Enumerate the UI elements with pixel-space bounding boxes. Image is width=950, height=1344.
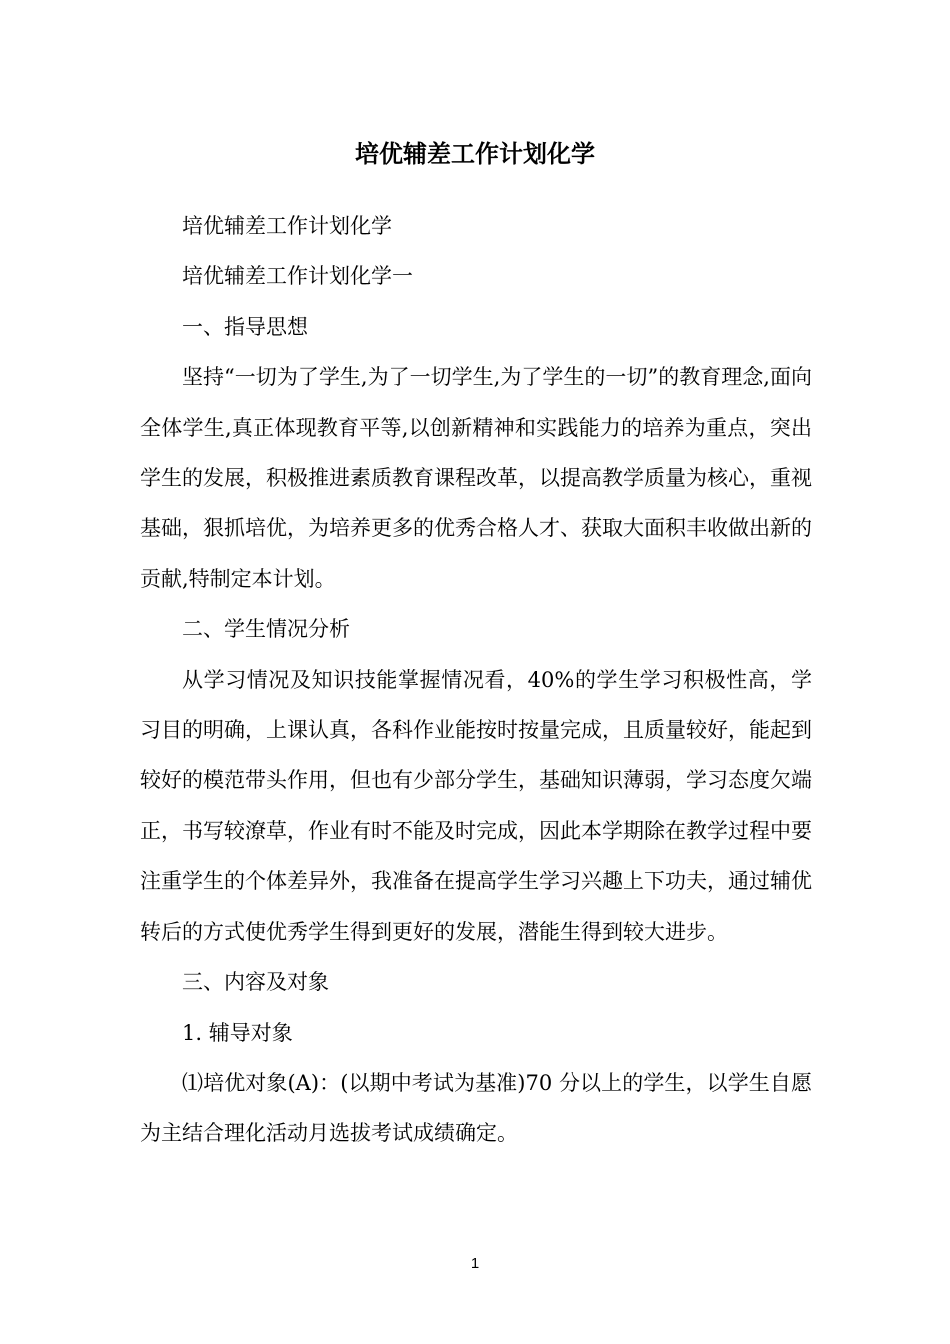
subheading-tutoring-targets: 1. 辅导对象	[182, 1020, 293, 1045]
paragraph-subtitle: 培优辅差工作计划化学	[182, 214, 392, 238]
paragraph-subtitle-one: 培优辅差工作计划化学一	[182, 264, 413, 289]
section-heading-guiding-ideology: 一、指导思想	[182, 314, 308, 339]
document-title: 培优辅差工作计划化学	[355, 140, 595, 168]
paragraph-advanced-targets: ⑴培优对象(A)：(以期中考试为基准)70 分以上的学生，以学生自愿为主结合理化活动月选拔考试成绩确定。	[140, 1070, 812, 1146]
document-body	[140, 201, 812, 1159]
paragraph-student-analysis: 从学习情况及知识技能掌握情况看，40%的学生学习积极性高，学习目的明确，上课认真，各科作业能按时按量完成，且质量较好，能起到较好的模范带头作用，但也有少部分学生，基础知识薄弱，学习态度欠端正，书写较潦草，作业有时不能及时完成，因此本学期除在教学过程中要注重学生的个体差异外，我准备在提高学生学习兴趣上下功夫，通过辅优转后的方式使优秀学生得到更好的发展，潜能生得到较大进步。	[140, 667, 812, 944]
section-heading-content-targets: 三、内容及对象	[182, 970, 329, 995]
section-heading-student-analysis: 二、学生情况分析	[182, 617, 350, 642]
paragraph-guiding-ideology: 坚持“一切为了学生,为了一切学生,为了学生的一切”的教育理念,面向全体学生,真正体现教育平等,以创新精神和实践能力的培养为重点，突出学生的发展，积极推进素质教育课程改革，以提高教学质量为核心，重视基础，狠抓培优，为培养更多的优秀合格人才、获取大面积丰收做出新的贡献,特制定本计划。	[140, 365, 812, 591]
page-number: 1	[470, 1255, 480, 1272]
